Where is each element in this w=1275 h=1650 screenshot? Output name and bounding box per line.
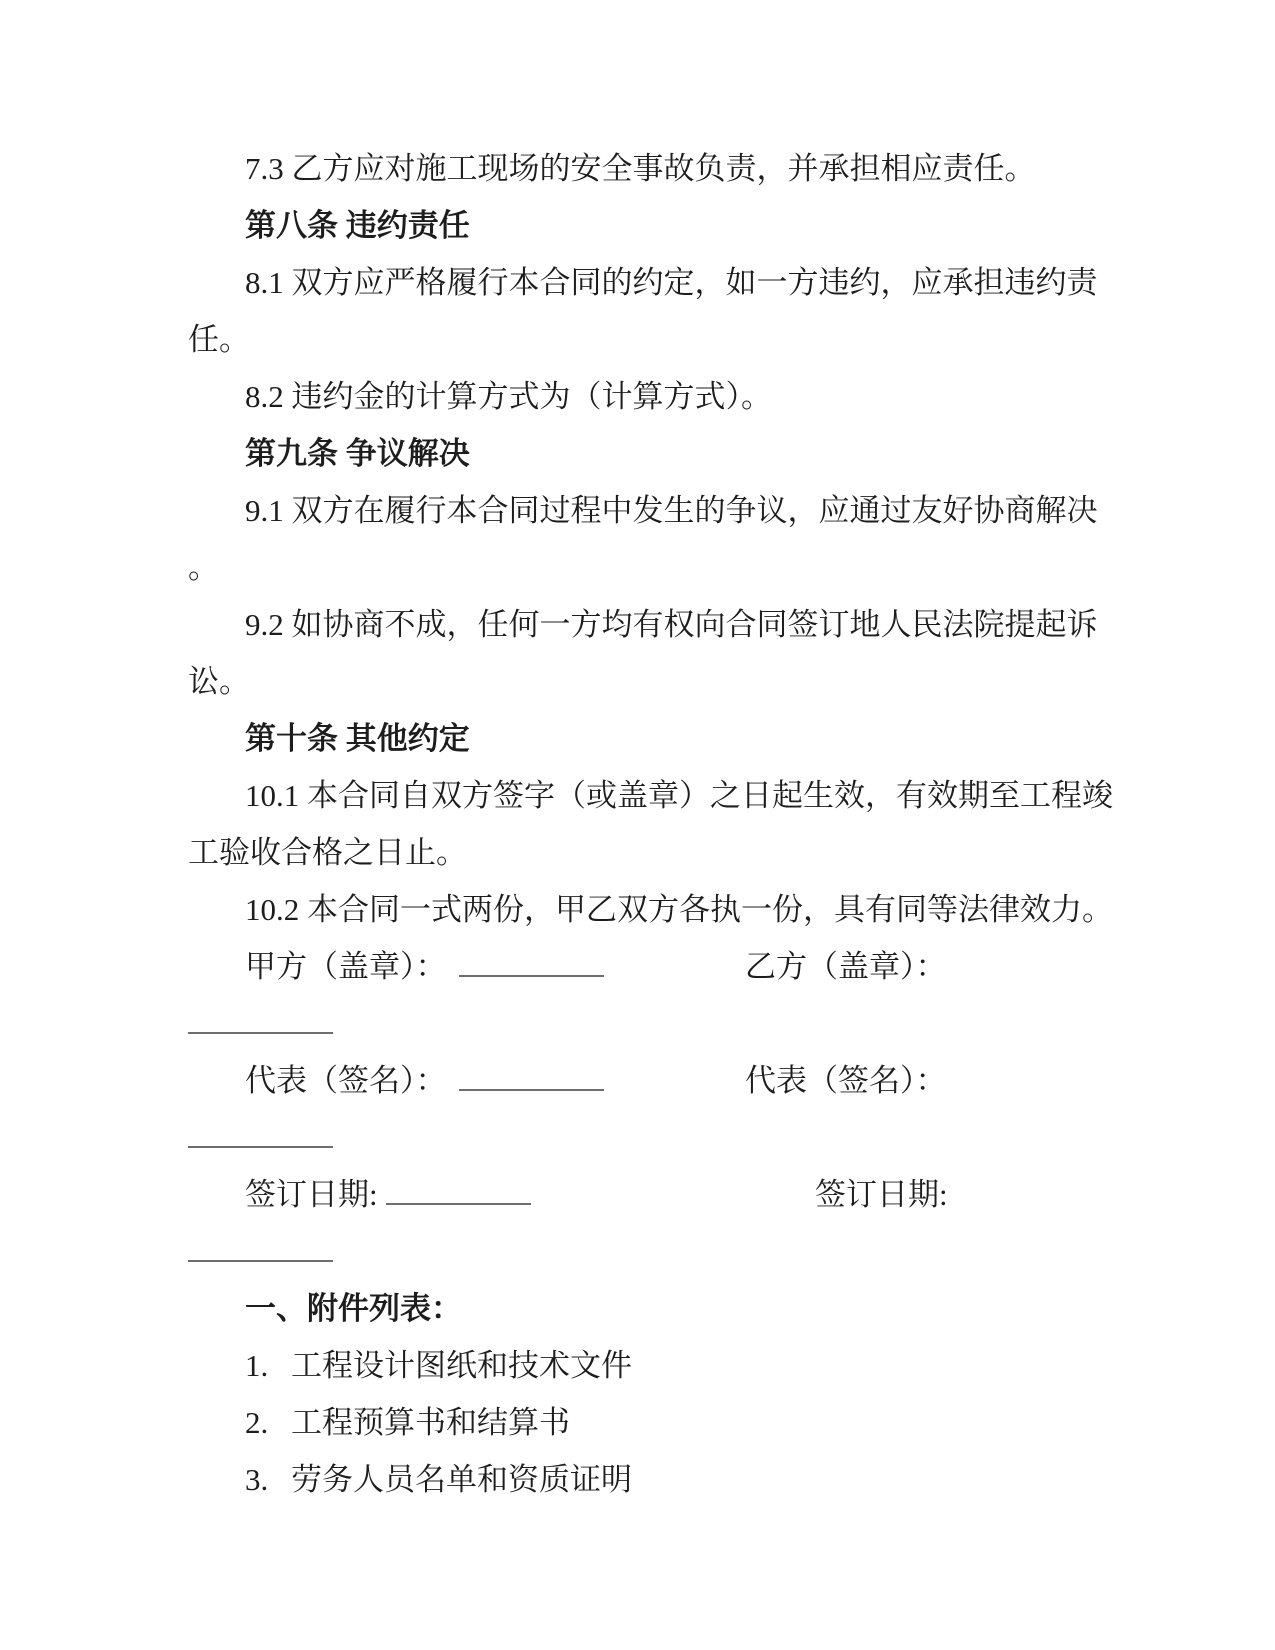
party-b-date-label: 签订日期: bbox=[815, 1177, 948, 1212]
blank-underline-row bbox=[188, 1109, 1108, 1166]
signature-row-representative bbox=[188, 1052, 1108, 1109]
document-body bbox=[188, 140, 1113, 1508]
signature-row-seal bbox=[188, 938, 1108, 995]
attachment-item-number: 1. bbox=[245, 1348, 269, 1383]
clause-7-3: 7.3 乙方应对施工现场的安全事故负责，并承担相应责任。 bbox=[245, 151, 1036, 186]
party-a-date-blank-line bbox=[386, 1173, 531, 1205]
party-a-rep-blank-line bbox=[459, 1059, 604, 1091]
party-a-seal-label: 甲方（盖章）： bbox=[245, 949, 447, 984]
attachment-item-text: 劳务人员名单和资质证明 bbox=[291, 1462, 632, 1497]
clause-10-2: 10.2 本合同一式两份，甲乙双方各执一份，具有同等法律效力。 bbox=[245, 892, 1113, 927]
attachment-item-number: 2. bbox=[245, 1405, 269, 1440]
party-b-date-blank-line bbox=[188, 1230, 333, 1262]
clause-9-2-line1: 9.2 如协商不成，任何一方均有权向合同签订地人民法院提起诉 bbox=[245, 607, 1098, 642]
blank-underline-row bbox=[188, 1223, 1108, 1280]
attachment-item bbox=[188, 1337, 1108, 1394]
clause-10-1-line2: 工验收合格之日止。 bbox=[188, 835, 467, 870]
attachment-item bbox=[188, 1451, 1108, 1508]
attachment-item-text: 工程预算书和结算书 bbox=[291, 1405, 570, 1440]
party-b-seal-blank-line bbox=[188, 1002, 333, 1034]
party-a-date-label: 签订日期: bbox=[245, 1177, 378, 1212]
party-b-rep-blank-line bbox=[188, 1116, 333, 1148]
party-b-rep-label: 代表（签名）： bbox=[745, 1063, 947, 1098]
heading-article-8: 第八条 违约责任 bbox=[245, 208, 470, 243]
heading-article-9: 第九条 争议解决 bbox=[245, 436, 470, 471]
signature-row-date bbox=[188, 1166, 1108, 1223]
clause-8-1-line2: 任。 bbox=[188, 322, 250, 357]
heading-article-10: 第十条 其他约定 bbox=[245, 721, 470, 756]
attachment-item-text: 工程设计图纸和技术文件 bbox=[291, 1348, 632, 1383]
clause-9-1-line1: 9.1 双方在履行本合同过程中发生的争议，应通过友好协商解决 bbox=[245, 493, 1098, 528]
clause-10-1-line1: 10.1 本合同自双方签字（或盖章）之日起生效，有效期至工程竣 bbox=[245, 778, 1113, 813]
clause-8-2: 8.2 违约金的计算方式为（计算方式）。 bbox=[245, 379, 772, 414]
attachment-item-number: 3. bbox=[245, 1462, 269, 1497]
attachment-item bbox=[188, 1394, 1108, 1451]
clause-9-2-line2: 讼。 bbox=[188, 664, 250, 699]
clause-8-1-line1: 8.1 双方应严格履行本合同的约定，如一方违约，应承担违约责 bbox=[245, 265, 1098, 300]
blank-underline-row bbox=[188, 995, 1108, 1052]
attachments-heading: 一、附件列表： bbox=[245, 1291, 462, 1326]
party-a-seal-blank-line bbox=[459, 945, 604, 977]
clause-9-1-line2: 。 bbox=[188, 550, 219, 585]
party-a-rep-label: 代表（签名）： bbox=[245, 1063, 447, 1098]
party-b-seal-label: 乙方（盖章）： bbox=[745, 949, 947, 984]
